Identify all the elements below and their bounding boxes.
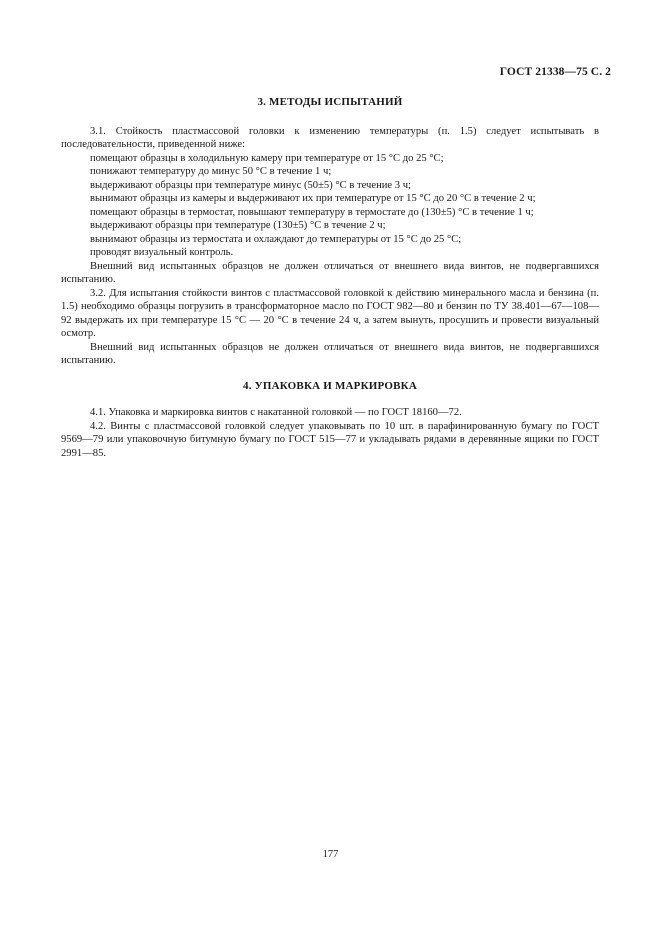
test-step-7: вынимают образцы из термостата и охлаждают до температуры от 15 °С до 25 °С; <box>90 233 462 245</box>
test-step-8: проводят визуальный контроль. <box>90 247 234 258</box>
section-3-title: 3. МЕТОДЫ ИСПЫТАНИЙ <box>257 96 403 108</box>
page-number: 177 <box>322 849 339 860</box>
test-step-3: выдерживают образцы при температуре минус (50±5) °С в течение 3 ч; <box>90 179 411 191</box>
test-step-2: понижают температуру до минус 50 °С в течение 1 ч; <box>90 166 332 177</box>
document-header: ГОСТ 21338—75 С. 2 <box>499 66 611 78</box>
paragraph-3-1-intro: 3.1. Стойкость пластмассовой головки к изменению температуры (п. 1.5) следует испытывать в последовательности, приведенной ниже: <box>61 125 599 150</box>
test-step-6: выдерживают образцы при температуре (130±5) °С в течение 2 ч; <box>90 220 386 231</box>
paragraph-4-2: 4.2. Винты с пластмассовой головкой следует упаковывать по 10 шт. в парафинированную бумагу по ГОСТ 9569—79 или упаковочную битумную бумагу по ГОСТ 515—77 и укладывать рядами в деревянные ящики по ГОСТ 2991—85. <box>61 420 599 459</box>
paragraph-4-1: 4.1. Упаковка и маркировка винтов с накатанной головкой — по ГОСТ 18160—72. <box>90 407 462 418</box>
document-body <box>61 96 599 460</box>
test-step-4: вынимают образцы из камеры и выдерживают их при температуре от 15 °С до 20 °С в течение 2 ч; <box>90 193 536 204</box>
test-step-1: помещают образцы в холодильную камеру при температуре от 15 °С до 25 °С; <box>90 152 444 164</box>
section-4-title: 4. УПАКОВКА И МАРКИРОВКА <box>243 379 417 392</box>
paragraph-3-1-result: Внешний вид испытанных образцов не должен отличаться от внешнего вида винтов, не подвергавшихся испытанию. <box>61 260 599 285</box>
paragraph-3-2-result: Внешний вид испытанных образцов не должен отличаться от внешнего вида винтов, не подвергавшихся испытанию. <box>61 341 599 366</box>
paragraph-3-2: 3.2. Для испытания стойкости винтов с пластмассовой головкой к действию минерального масла и бензина (п. 1.5) необходимо образцы погрузить в трансформаторное масло по ГОСТ 982—80 и бензин по ТУ 38.401—67—108—92 выдержать их при температуре 15 °С — 20 °С в течение 24 ч, а затем вынуть, просушить и провести визуальный осмотр. <box>61 287 599 339</box>
test-step-5: помещают образцы в термостат, повышают температуру в термостате до (130±5) °С в течение 1 ч; <box>90 206 534 218</box>
